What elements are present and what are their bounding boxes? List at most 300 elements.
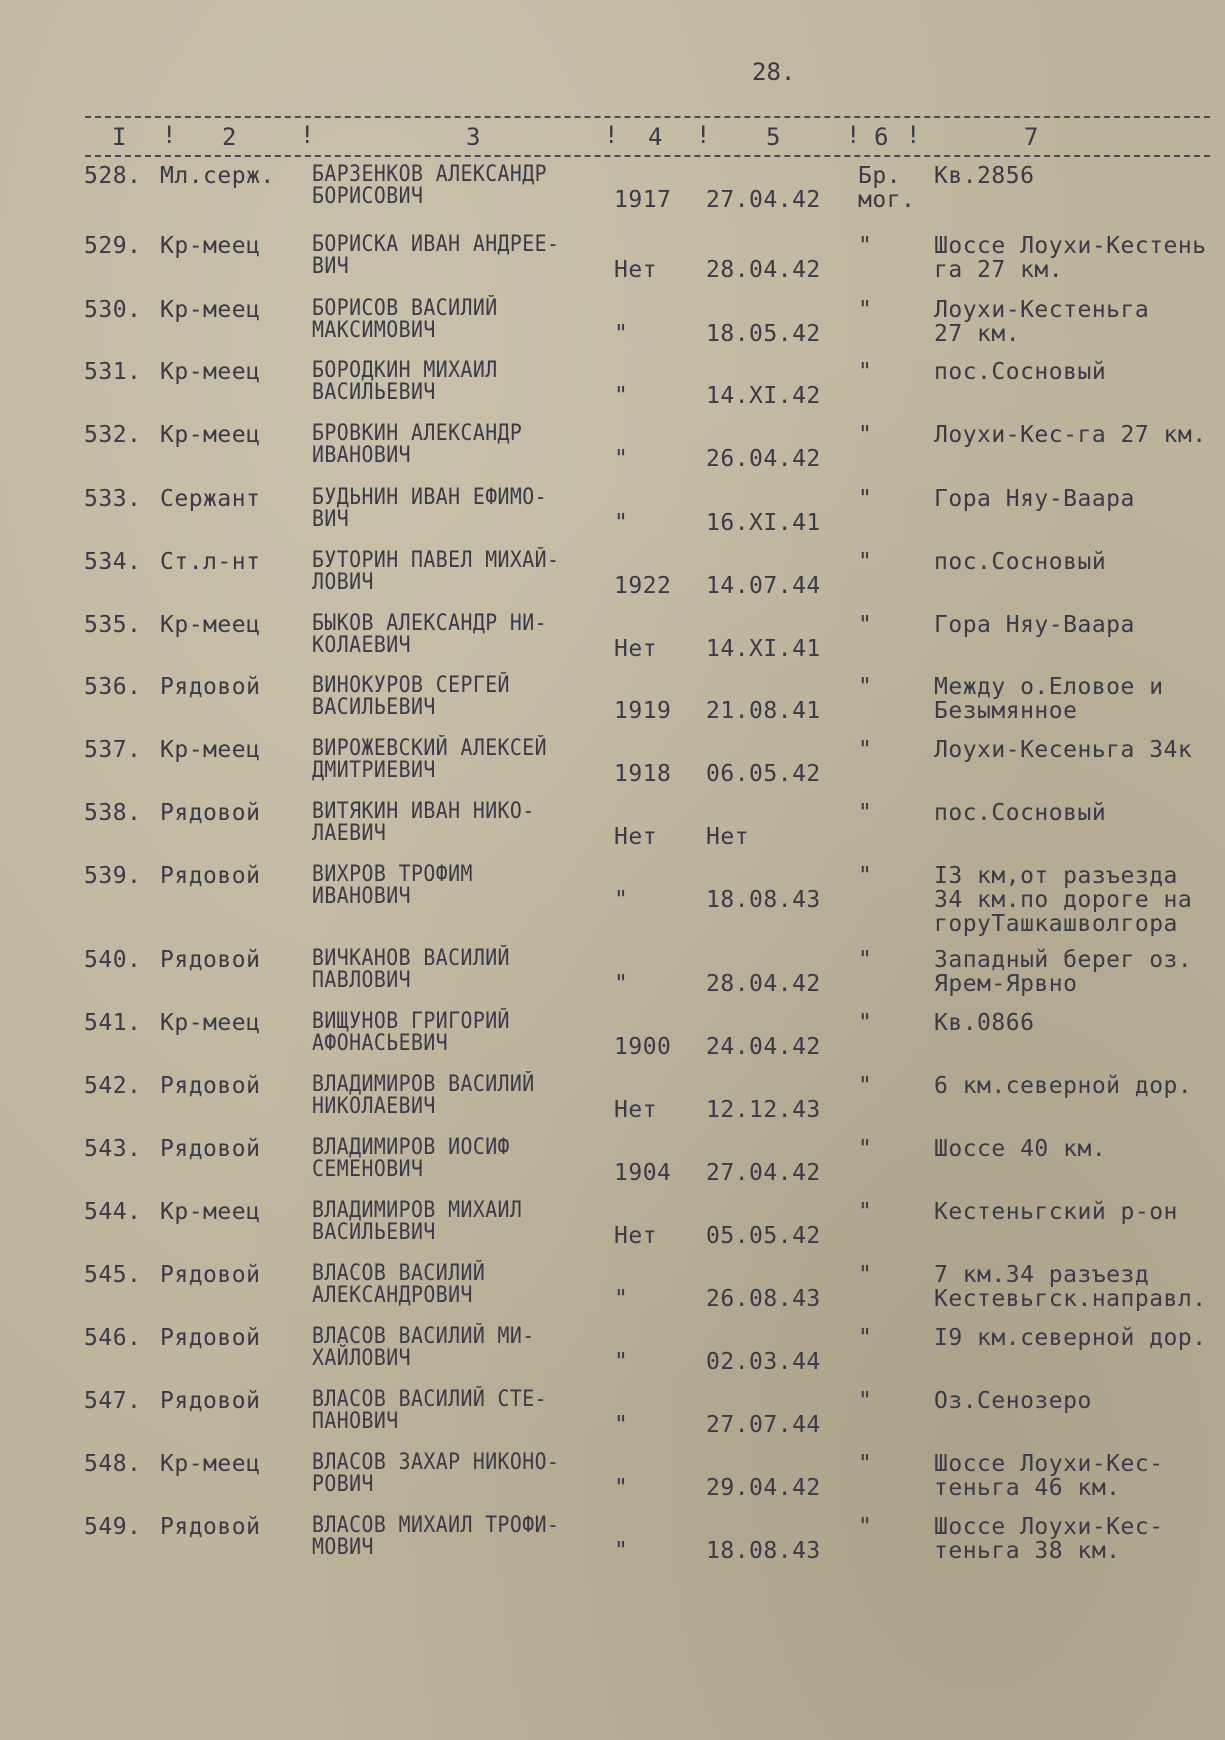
birth-year (614, 447, 628, 471)
death-date (706, 1224, 821, 1248)
cell-line: Гора Няу-Ваара (934, 612, 1135, 638)
cell-line: " (858, 1325, 873, 1351)
burial-type (858, 1137, 872, 1161)
burial-type (858, 1452, 872, 1476)
burial-type (858, 1263, 872, 1287)
death-date (706, 384, 821, 408)
cell-line: ХАЙЛОВИЧ (312, 1346, 411, 1371)
cell-line: Кестевьгск.направл. (934, 1286, 1207, 1312)
death-date (706, 888, 821, 912)
death-date (706, 188, 821, 212)
birth-year-text: " (614, 971, 629, 997)
burial-type (858, 1326, 872, 1350)
cell-line: мог. (858, 187, 916, 213)
full-name (312, 864, 473, 908)
cell-line: Шоссе Лоухи-Кестень (934, 233, 1207, 259)
burial-place (934, 613, 1135, 637)
cell-line: " (858, 674, 873, 700)
burial-type (858, 1200, 872, 1224)
birth-year (614, 1350, 628, 1374)
header-col-4: 4 (648, 123, 663, 151)
rank (160, 801, 260, 825)
cell-line: " (858, 947, 873, 973)
cell-line: горуТашкашволгора (934, 911, 1178, 937)
full-name (312, 423, 522, 467)
record-number-text: 546. (84, 1325, 142, 1351)
birth-year-text: " (614, 1412, 629, 1438)
cell-line: ВИНОКУРОВ СЕРГЕЙ (312, 673, 510, 698)
table-row (0, 1200, 1225, 1262)
death-date-text: 27.04.42 (706, 1160, 821, 1186)
table-row (0, 1389, 1225, 1451)
burial-place (934, 1326, 1207, 1350)
rank (160, 1011, 260, 1035)
record-number-text: 529. (84, 233, 142, 259)
birth-year (614, 888, 628, 912)
birth-year (614, 972, 628, 996)
header-top-divider (85, 116, 1210, 118)
record-number (84, 298, 141, 322)
cell-line: ВЛАСОВ ЗАХАР НИКОНО- (312, 1450, 560, 1475)
rank (160, 423, 260, 447)
burial-place (934, 675, 1164, 723)
death-date-text: 21.08.41 (706, 698, 821, 724)
rank (160, 1200, 260, 1224)
cell-line: ПАНОВИЧ (312, 1409, 399, 1434)
table-row (0, 360, 1225, 422)
death-date-text: 18.05.42 (706, 321, 821, 347)
birth-year (614, 1476, 628, 1500)
cell-line: ВЛАСОВ МИХАИЛ ТРОФИ- (312, 1513, 560, 1538)
cell-line: ВЛАСОВ ВАСИЛИЙ СТЕ- (312, 1387, 548, 1412)
cell-line: " (858, 359, 873, 385)
record-number-text: 535. (84, 612, 142, 638)
death-date (706, 699, 821, 723)
death-date-text: 14.07.44 (706, 573, 821, 599)
record-number-text: 549. (84, 1514, 142, 1540)
burial-place (934, 1011, 1034, 1035)
death-date-text: 28.04.42 (706, 971, 821, 997)
cell-line: БОРИСОВ ВАСИЛИЙ (312, 296, 498, 321)
table-row (0, 550, 1225, 612)
rank-text: Кр-меец (160, 1010, 261, 1036)
table-row (0, 948, 1225, 1010)
burial-place (934, 487, 1135, 511)
death-date-text: 18.08.43 (706, 887, 821, 913)
death-date (706, 322, 821, 346)
cell-line: Кв.0866 (934, 1010, 1035, 1036)
cell-line: " (858, 233, 873, 259)
burial-place (934, 864, 1192, 936)
cell-line: Лоухи-Кес-га 27 км. (934, 422, 1207, 448)
rank (160, 613, 260, 637)
burial-place (934, 948, 1192, 996)
burial-place (934, 1137, 1106, 1161)
full-name (312, 360, 498, 404)
death-date (706, 447, 821, 471)
cell-line: 27 км. (934, 321, 1021, 347)
burial-type (858, 948, 872, 972)
birth-year-text: Нет (614, 824, 658, 850)
birth-year (614, 637, 657, 661)
full-name (312, 948, 510, 992)
rank (160, 234, 260, 258)
birth-year (614, 1035, 671, 1059)
rank-text: Кр-меец (160, 737, 261, 763)
record-number (84, 948, 141, 972)
cell-line: НИКОЛАЕВИЧ (312, 1094, 436, 1119)
record-number-text: 548. (84, 1451, 142, 1477)
header-separator: ! (696, 121, 711, 149)
rank (160, 1074, 260, 1098)
full-name (312, 164, 547, 208)
cell-line: Лоухи-Кестеньга (934, 297, 1150, 323)
burial-type (858, 801, 872, 825)
rank (160, 1515, 260, 1539)
birth-year (614, 188, 671, 212)
birth-year (614, 322, 628, 346)
record-number (84, 864, 141, 888)
table-row (0, 801, 1225, 863)
rank (160, 1452, 260, 1476)
cell-line: ВИЧ (312, 507, 350, 532)
rank-text: Рядовой (160, 947, 261, 973)
record-number (84, 1389, 141, 1413)
table-row (0, 862, 1225, 937)
rank-text: Кр-меец (160, 612, 261, 638)
birth-year-text: " (614, 887, 629, 913)
full-name (312, 487, 547, 531)
full-name (312, 1389, 547, 1433)
record-number-text: 547. (84, 1388, 142, 1414)
table-row (0, 164, 1225, 226)
birth-year (614, 1098, 657, 1122)
header-col-5: 5 (766, 123, 781, 151)
birth-year-text: 1922 (614, 573, 672, 599)
death-date (706, 762, 821, 786)
table-row (0, 675, 1225, 737)
rank-text: Кр-меец (160, 233, 261, 259)
burial-type (858, 550, 872, 574)
rank (160, 675, 260, 699)
rank (160, 1137, 260, 1161)
header-separator: ! (604, 121, 619, 149)
cell-line: пос.Сосновый (934, 800, 1107, 826)
cell-line: ЛОВИЧ (312, 570, 374, 595)
cell-line: ВИХРОВ ТРОФИМ (312, 862, 473, 887)
table-row (0, 613, 1225, 675)
burial-place (934, 801, 1106, 825)
birth-year (614, 511, 628, 535)
rank (160, 487, 260, 511)
full-name (312, 1074, 535, 1118)
table-row (0, 1011, 1225, 1073)
header-col-1: I (112, 123, 127, 151)
cell-line: пос.Сосновый (934, 549, 1107, 575)
cell-line: ВЛАСОВ ВАСИЛИЙ (312, 1261, 486, 1286)
record-number-text: 530. (84, 297, 142, 323)
birth-year-text: 1917 (614, 187, 672, 213)
record-number-text: 542. (84, 1073, 142, 1099)
death-date-text: 29.04.42 (706, 1475, 821, 1501)
birth-year-text: 1900 (614, 1034, 672, 1060)
full-name (312, 613, 547, 657)
record-number (84, 1200, 141, 1224)
cell-line: Лоухи-Кесеньга 34к (934, 737, 1193, 763)
table-row (0, 1263, 1225, 1325)
cell-line: МОВИЧ (312, 1535, 374, 1560)
cell-line: ПАВЛОВИЧ (312, 968, 411, 993)
rank-text: Ст.л-нт (160, 549, 261, 575)
record-number-text: 536. (84, 674, 142, 700)
death-date (706, 258, 821, 282)
cell-line: АЛЕКСАНДРОВИЧ (312, 1283, 473, 1308)
cell-line: ВИРОЖЕВСКИЙ АЛЕКСЕЙ (312, 736, 548, 761)
death-date (706, 1413, 821, 1437)
rank-text: Рядовой (160, 674, 261, 700)
death-date (706, 637, 821, 661)
rank-text: Рядовой (160, 1136, 261, 1162)
cell-line: I9 км.северной дор. (934, 1325, 1207, 1351)
death-date (706, 511, 821, 535)
rank (160, 360, 260, 384)
record-number (84, 738, 141, 762)
burial-type (858, 864, 872, 888)
record-number-text: 544. (84, 1199, 142, 1225)
birth-year-text: " (614, 1538, 629, 1564)
cell-line: Кестеньгский р-он (934, 1199, 1178, 1225)
record-number (84, 1452, 141, 1476)
full-name (312, 550, 559, 594)
burial-place (934, 1074, 1192, 1098)
birth-year-text: " (614, 321, 629, 347)
rank (160, 1326, 260, 1350)
record-number (84, 1137, 141, 1161)
full-name (312, 298, 498, 342)
cell-line: ВЛАДИМИРОВ МИХАИЛ (312, 1198, 523, 1223)
death-date-text: 16.XI.41 (706, 510, 821, 536)
record-number (84, 164, 141, 188)
rank (160, 1263, 260, 1287)
rank-text: Рядовой (160, 1388, 261, 1414)
table-row (0, 1137, 1225, 1199)
cell-line: Шоссе 40 км. (934, 1136, 1107, 1162)
birth-year (614, 699, 671, 723)
burial-place (934, 550, 1106, 574)
death-date (706, 972, 821, 996)
cell-line: МАКСИМОВИЧ (312, 318, 436, 343)
birth-year (614, 1539, 628, 1563)
header-col-7: 7 (1024, 123, 1039, 151)
record-number (84, 423, 141, 447)
table-row (0, 487, 1225, 549)
cell-line: " (858, 549, 873, 575)
burial-place (934, 298, 1149, 346)
birth-year (614, 1224, 657, 1248)
full-name (312, 1452, 559, 1496)
table-row (0, 738, 1225, 800)
rank-text: Кр-меец (160, 422, 261, 448)
cell-line: " (858, 1262, 873, 1288)
burial-place (934, 1263, 1207, 1311)
burial-place (934, 164, 1034, 188)
birth-year (614, 1413, 628, 1437)
rank-text: Рядовой (160, 1325, 261, 1351)
cell-line: Оз.Сенозеро (934, 1388, 1092, 1414)
page-number: 28. (752, 58, 796, 86)
cell-line: " (858, 1514, 873, 1540)
burial-place (934, 360, 1106, 384)
cell-line: " (858, 422, 873, 448)
rank-text: Рядовой (160, 1514, 261, 1540)
record-number (84, 487, 141, 511)
rank-text: Рядовой (160, 1073, 261, 1099)
birth-year-text: " (614, 383, 629, 409)
cell-line: " (858, 800, 873, 826)
table-row (0, 298, 1225, 360)
table-row (0, 1074, 1225, 1136)
birth-year-text: Нет (614, 1223, 658, 1249)
cell-line: " (858, 737, 873, 763)
cell-line: I3 км,от разъезда (934, 863, 1178, 889)
record-number (84, 1074, 141, 1098)
cell-line: Кв.2856 (934, 163, 1035, 189)
header-col-3: 3 (466, 123, 481, 151)
full-name (312, 1011, 510, 1055)
record-number-text: 545. (84, 1262, 142, 1288)
cell-line: ЛАЕВИЧ (312, 821, 387, 846)
death-date-text: 06.05.42 (706, 761, 821, 787)
cell-line: ДМИТРИЕВИЧ (312, 758, 436, 783)
cell-line: ВАСИЛЬЕВИЧ (312, 1220, 436, 1245)
cell-line: " (858, 486, 873, 512)
cell-line: ВАСИЛЬЕВИЧ (312, 380, 436, 405)
cell-line: БУТОРИН ПАВЕЛ МИХАЙ- (312, 548, 560, 573)
rank (160, 1389, 260, 1413)
cell-line: " (858, 863, 873, 889)
cell-line: ВЛАДИМИРОВ ВАСИЛИЙ (312, 1072, 535, 1097)
table-row (0, 1452, 1225, 1514)
rank-text: Кр-меец (160, 1451, 261, 1477)
cell-line: 34 км.по дороге на (934, 887, 1193, 913)
death-date (706, 1539, 821, 1563)
cell-line: КОЛАЕВИЧ (312, 633, 411, 658)
cell-line: " (858, 1073, 873, 1099)
cell-line: БРОВКИН АЛЕКСАНДР (312, 421, 523, 446)
cell-line: " (858, 612, 873, 638)
death-date (706, 1287, 821, 1311)
header-separator: ! (162, 121, 177, 149)
cell-line: ВИЧ (312, 254, 350, 279)
cell-line: БОРИСОВИЧ (312, 184, 424, 209)
cell-line: " (858, 1388, 873, 1414)
birth-year (614, 258, 657, 282)
cell-line: Безымянное (934, 698, 1078, 724)
record-number-text: 533. (84, 486, 142, 512)
header-col-2: 2 (222, 123, 237, 151)
burial-type (858, 487, 872, 511)
record-number-text: 539. (84, 863, 142, 889)
full-name (312, 1326, 535, 1370)
record-number-text: 531. (84, 359, 142, 385)
record-number (84, 1515, 141, 1539)
rank-text: Кр-меец (160, 359, 261, 385)
cell-line: АФОНАСЬЕВИЧ (312, 1031, 449, 1056)
death-date-text: 18.08.43 (706, 1538, 821, 1564)
burial-type (858, 675, 872, 699)
death-date (706, 1476, 821, 1500)
burial-type (858, 1074, 872, 1098)
cell-line: ВЛАДИМИРОВ ИОСИФ (312, 1135, 510, 1160)
cell-line: Между о.Еловое и (934, 674, 1164, 700)
burial-type (858, 234, 872, 258)
record-number (84, 801, 141, 825)
rank (160, 550, 260, 574)
record-number (84, 1326, 141, 1350)
birth-year-text: " (614, 1475, 629, 1501)
rank-text: Кр-меец (160, 1199, 261, 1225)
cell-line: РОВИЧ (312, 1472, 374, 1497)
cell-line: " (858, 1010, 873, 1036)
death-date-text: 05.05.42 (706, 1223, 821, 1249)
full-name (312, 1515, 559, 1559)
record-number-text: 534. (84, 549, 142, 575)
death-date-text: 27.04.42 (706, 187, 821, 213)
cell-line: ВЛАСОВ ВАСИЛИЙ МИ- (312, 1324, 535, 1349)
burial-place (934, 738, 1192, 762)
burial-place (934, 234, 1207, 282)
rank (160, 164, 275, 188)
table-row (0, 1515, 1225, 1577)
death-date-text: 26.04.42 (706, 446, 821, 472)
cell-line: " (858, 297, 873, 323)
rank-text: Кр-меец (160, 297, 261, 323)
header-separator: ! (906, 121, 921, 149)
cell-line: 6 км.северной дор. (934, 1073, 1193, 1099)
birth-year (614, 825, 657, 849)
burial-type (858, 1011, 872, 1035)
birth-year-text: " (614, 1349, 629, 1375)
birth-year-text: Нет (614, 1097, 658, 1123)
burial-type (858, 1515, 872, 1539)
cell-line: БАРЗЕНКОВ АЛЕКСАНДР (312, 162, 548, 187)
cell-line: ВИЩУНОВ ГРИГОРИЙ (312, 1009, 510, 1034)
rank-text: Рядовой (160, 863, 261, 889)
burial-type (858, 164, 915, 212)
birth-year (614, 1287, 628, 1311)
cell-line: СЕМЕНОВИЧ (312, 1157, 424, 1182)
cell-line: Гора Няу-Ваара (934, 486, 1135, 512)
record-number-text: 537. (84, 737, 142, 763)
birth-year-text: 1918 (614, 761, 672, 787)
death-date-text: Нет (706, 824, 750, 850)
burial-place (934, 1389, 1092, 1413)
death-date-text: 02.03.44 (706, 1349, 821, 1375)
full-name (312, 1137, 510, 1181)
rank-text: Мл.серж. (160, 163, 275, 189)
cell-line: " (858, 1451, 873, 1477)
rank (160, 298, 260, 322)
table-row (0, 1326, 1225, 1388)
death-date-text: 12.12.43 (706, 1097, 821, 1123)
table-row (0, 423, 1225, 485)
cell-line: ВИЧКАНОВ ВАСИЛИЙ (312, 946, 510, 971)
cell-line: пос.Сосновый (934, 359, 1107, 385)
cell-line: БОРОДКИН МИХАИЛ (312, 358, 498, 383)
cell-line: БЫКОВ АЛЕКСАНДР НИ- (312, 611, 548, 636)
header-separator: ! (300, 121, 315, 149)
burial-type (858, 360, 872, 384)
